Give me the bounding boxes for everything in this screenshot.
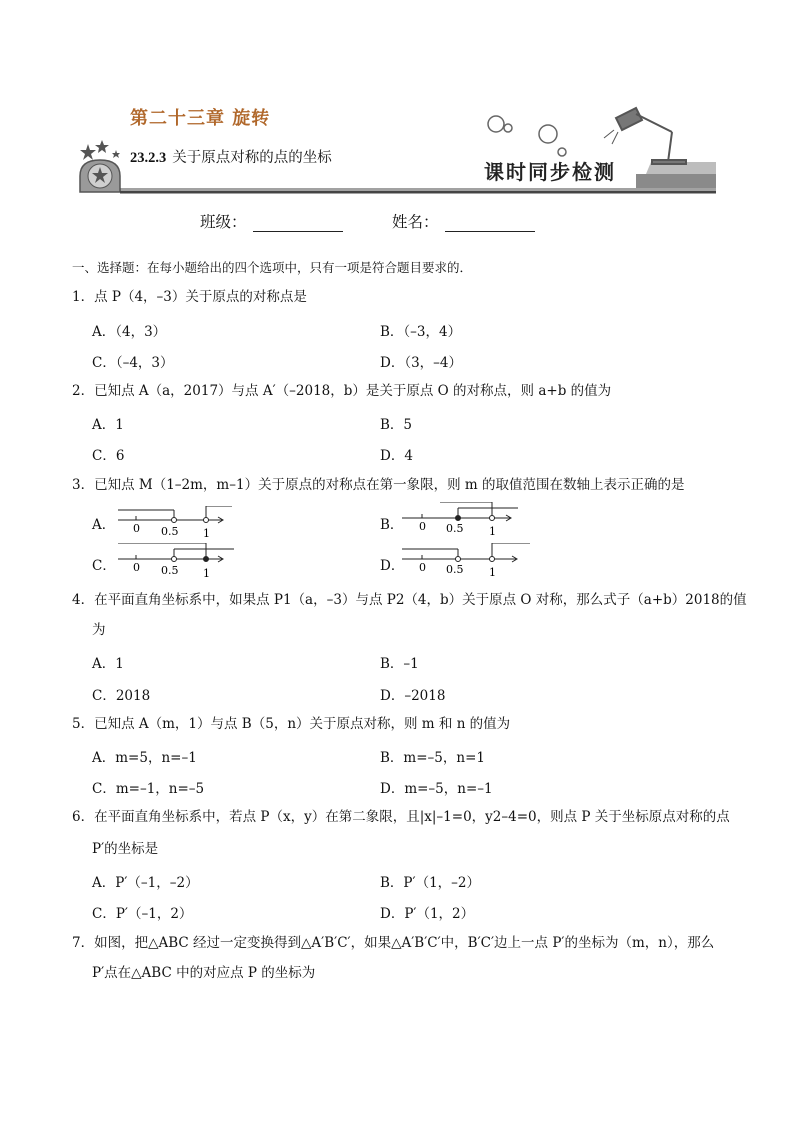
class-blank[interactable] bbox=[253, 217, 343, 232]
name-label: 姓名： bbox=[392, 213, 439, 231]
q1-option-d[interactable]: D．（3，–4） bbox=[380, 355, 463, 371]
q3-option-b[interactable]: B． bbox=[380, 517, 404, 533]
nl-d-0: 0 bbox=[419, 561, 426, 574]
q2-option-d[interactable]: D．4 bbox=[380, 448, 413, 464]
question-7-stem-cont: P′点在△ABC 中的对应点 P 的坐标为 bbox=[92, 965, 316, 981]
q3-option-c[interactable]: C． bbox=[92, 558, 116, 574]
q5-option-b[interactable]: B．m=–5，n=1 bbox=[380, 750, 485, 766]
nl-b-05: 0.5 bbox=[446, 522, 464, 535]
q1-option-b[interactable]: B．（–3，4） bbox=[380, 324, 462, 340]
q6-option-c[interactable]: C．P′（–1，2） bbox=[92, 906, 193, 922]
section-number: 23.2.3 bbox=[130, 150, 167, 166]
nl-b-1: 1 bbox=[489, 525, 496, 538]
nl-a-0: 0 bbox=[133, 522, 140, 535]
q4-option-d[interactable]: D．–2018 bbox=[380, 688, 446, 704]
chapter-title: 第二十三章 旋转 bbox=[130, 108, 271, 129]
desk-lamp-icon bbox=[604, 108, 686, 164]
q3-number-line-c bbox=[116, 543, 240, 579]
banner-text: 课时同步检测 bbox=[484, 160, 616, 184]
question-7-stem: 7．如图，把△ABC 经过一定变换得到△A′B′C′，如果△A′B′C′中，B′C′边上一点 P′的坐标为（m，n），那么 bbox=[72, 935, 715, 951]
question-6-stem: 6．在平面直角坐标系中，若点 P（x，y）在第二象限，且|x|–1=0，y2–4=0，则点 P 关于坐标原点对称的点 bbox=[72, 809, 730, 825]
section-heading bbox=[130, 146, 332, 167]
question-2-stem: 2．已知点 A（a，2017）与点 A′（–2018，b）是关于原点 O 的对称点，则 a+b 的值为 bbox=[72, 383, 612, 399]
question-3-stem: 3．已知点 M（1–2m，m–1）关于原点的对称点在第一象限，则 m 的取值范围在数轴上表示正确的是 bbox=[72, 477, 685, 493]
class-label: 班级： bbox=[200, 213, 247, 231]
q3-number-line-a bbox=[116, 506, 236, 540]
nl-c-05: 0.5 bbox=[161, 564, 179, 577]
q4-option-b[interactable]: B．–1 bbox=[380, 656, 419, 672]
q3-number-line-b bbox=[400, 502, 530, 538]
q5-option-a[interactable]: A．m=5，n=–1 bbox=[92, 750, 197, 766]
nl-d-05: 0.5 bbox=[446, 563, 464, 576]
q1-option-a[interactable]: A．（4，3） bbox=[92, 324, 167, 340]
q3-option-a[interactable]: A． bbox=[92, 517, 116, 533]
q4-option-c[interactable]: C．2018 bbox=[92, 688, 151, 704]
q3-number-line-d bbox=[400, 543, 536, 579]
banner-stripe bbox=[636, 162, 716, 188]
nl-d-1: 1 bbox=[489, 566, 496, 579]
star-decoration-icon bbox=[80, 140, 120, 160]
class-field[interactable] bbox=[200, 210, 343, 232]
q4-option-a[interactable]: A．1 bbox=[92, 656, 124, 672]
star-badge-icon bbox=[80, 160, 120, 192]
q6-option-b[interactable]: B．P′（1，–2） bbox=[380, 875, 480, 891]
question-4-stem-cont: 为 bbox=[92, 622, 106, 638]
name-field[interactable] bbox=[392, 210, 535, 232]
q5-option-d[interactable]: D．m=–5，n=–1 bbox=[380, 781, 493, 797]
question-4-stem: 4．在平面直角坐标系中，如果点 P1（a，–3）与点 P2（4，b）关于原点 O 对称，那么式子（a+b）2018的值 bbox=[72, 592, 747, 608]
section-title: 关于原点对称的点的坐标 bbox=[172, 150, 332, 166]
nl-a-05: 0.5 bbox=[161, 525, 179, 538]
nl-c-1: 1 bbox=[203, 567, 210, 579]
q2-option-a[interactable]: A．1 bbox=[92, 417, 124, 433]
bubbles-decoration bbox=[488, 116, 566, 156]
q2-option-b[interactable]: B．5 bbox=[380, 417, 413, 433]
q5-option-c[interactable]: C．m=–1，n=–5 bbox=[92, 781, 205, 797]
question-1-stem: 1．点 P（4，–3）关于原点的对称点是 bbox=[72, 289, 307, 305]
q6-option-a[interactable]: A．P′（–1，–2） bbox=[92, 875, 199, 891]
q3-option-d[interactable]: D． bbox=[380, 558, 405, 574]
nl-a-1: 1 bbox=[203, 527, 210, 540]
name-blank[interactable] bbox=[445, 217, 535, 232]
q6-option-d[interactable]: D．P′（1，2） bbox=[380, 906, 475, 922]
nl-c-0: 0 bbox=[133, 561, 140, 574]
q1-option-c[interactable]: C．（–4，3） bbox=[92, 355, 174, 371]
nl-b-0: 0 bbox=[419, 520, 426, 533]
section-instructions: 一、选择题：在每小题给出的四个选项中，只有一项是符合题目要求的． bbox=[72, 260, 473, 275]
question-6-stem-cont: P′的坐标是 bbox=[92, 841, 159, 857]
question-5-stem: 5．已知点 A（m，1）与点 B（5，n）关于原点对称，则 m 和 n 的值为 bbox=[72, 716, 511, 732]
q2-option-c[interactable]: C．6 bbox=[92, 448, 125, 464]
